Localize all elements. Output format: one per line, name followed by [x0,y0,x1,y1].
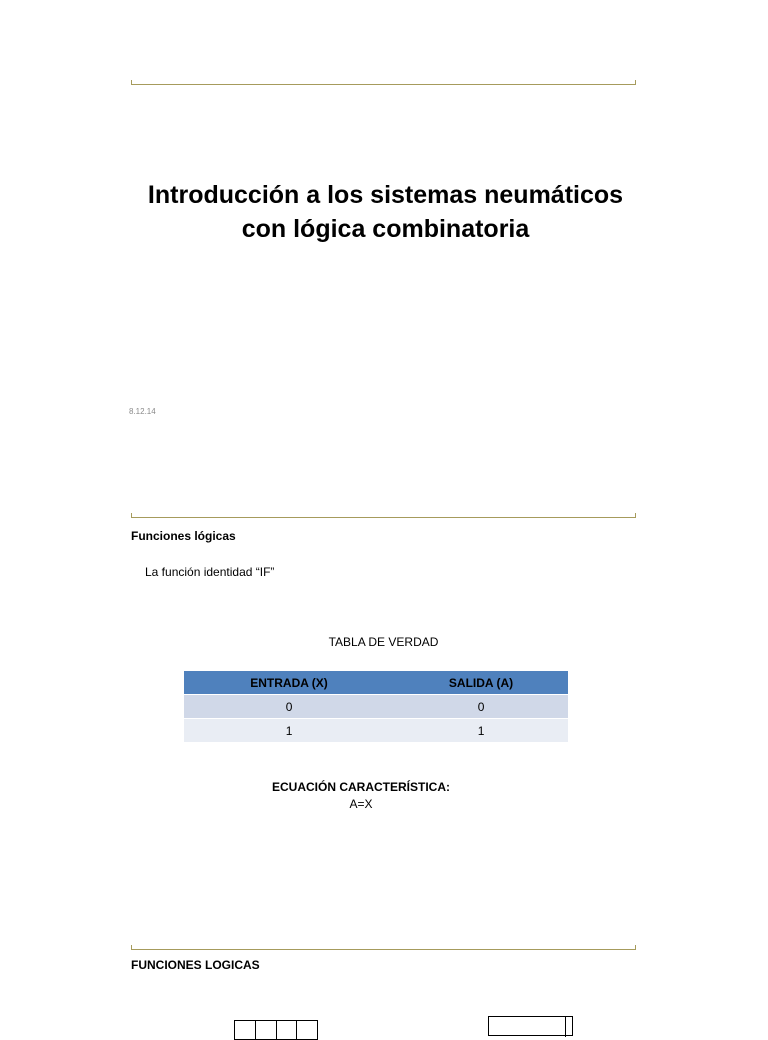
table-row [184,695,568,719]
table-caption: TABLA DE VERDAD [328,635,439,649]
truth-table [184,671,568,743]
column-header-input: ENTRADA (X) [184,671,394,695]
slide-separator-rule [131,512,636,518]
title-line-1: Introducción a los sistemas neumáticos [147,181,624,209]
section-heading-2: FUNCIONES LOGICAS [131,958,260,972]
equation-label: ECUACIÓN CARACTERÍSTICA: [272,780,450,794]
document-title [131,178,640,246]
table-cell: 1 [394,719,568,743]
title-line-2: con lógica combinatoria [241,215,530,243]
table-header-row [184,671,568,695]
column-header-output: SALIDA (A) [394,671,568,695]
table-row [184,719,568,743]
diagram-fragment-left [234,1020,318,1040]
section-subtitle: La función identidad “IF” [145,565,275,579]
equation-value: A=X [349,797,373,811]
table-cell: 0 [394,695,568,719]
slide-date: 8.12.14 [129,407,156,416]
characteristic-equation [131,779,591,813]
slide-top-rule [131,79,636,85]
slide-separator-rule [131,944,636,950]
table-cell: 1 [184,719,394,743]
table-cell: 0 [184,695,394,719]
section-heading: Funciones lógicas [131,529,236,543]
diagram-fragment-right [488,1016,573,1036]
